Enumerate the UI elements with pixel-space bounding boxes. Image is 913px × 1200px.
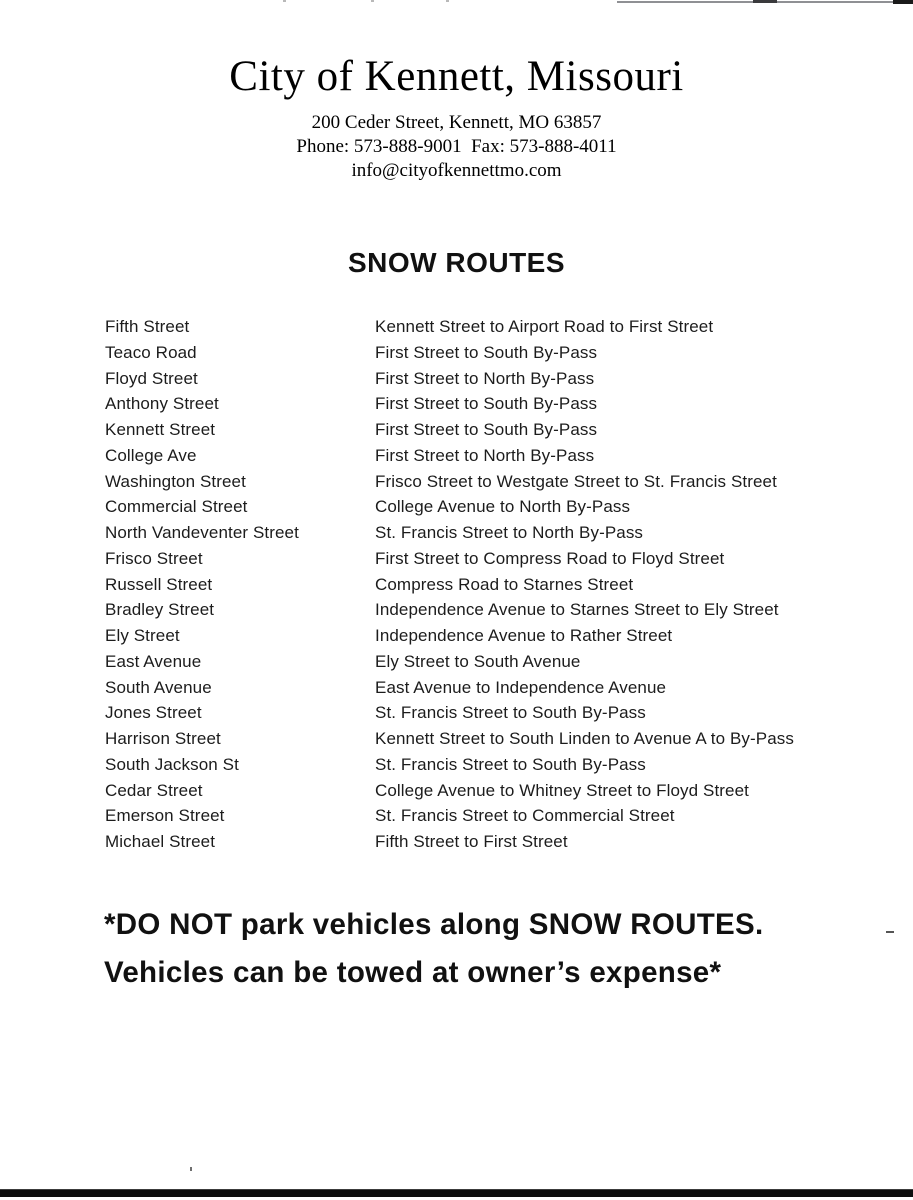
street-name: Emerson Street bbox=[105, 806, 225, 826]
route-description: Independence Avenue to Rather Street bbox=[375, 626, 673, 645]
street-name: South Jackson St bbox=[105, 754, 239, 774]
table-row bbox=[105, 469, 883, 495]
table-row bbox=[105, 417, 883, 443]
street-name: Cedar Street bbox=[105, 780, 203, 800]
table-row bbox=[105, 546, 883, 572]
route-description: St. Francis Street to Commercial Street bbox=[375, 806, 675, 826]
route-description: College Avenue to Whitney Street to Floyd Street bbox=[375, 780, 749, 800]
street-name: Michael Street bbox=[105, 832, 216, 851]
table-row bbox=[105, 752, 883, 778]
route-description: St. Francis Street to South By-Pass bbox=[375, 703, 646, 723]
scan-artifact-bottom-bar bbox=[0, 1189, 913, 1197]
route-description: First Street to North By-Pass bbox=[375, 368, 595, 388]
route-description: First Street to South By-Pass bbox=[375, 420, 598, 439]
table-row bbox=[105, 572, 883, 598]
street-name: Russell Street bbox=[105, 574, 213, 594]
route-description: St. Francis Street to South By-Pass bbox=[375, 754, 646, 774]
route-description: First Street to South By-Pass bbox=[375, 342, 598, 362]
scan-artifact-top-line bbox=[617, 1, 913, 3]
street-name: South Avenue bbox=[105, 677, 212, 697]
street-name: Commercial Street bbox=[105, 497, 248, 517]
warning-text bbox=[104, 901, 864, 997]
table-row bbox=[105, 443, 883, 469]
scan-artifact-speck bbox=[283, 0, 286, 2]
route-description: College Avenue to North By-Pass bbox=[375, 497, 631, 517]
street-name: Kennett Street bbox=[105, 420, 216, 439]
scan-artifact-speck bbox=[371, 0, 374, 2]
street-name: Ely Street bbox=[105, 626, 180, 645]
route-description: First Street to Compress Road to Floyd Street bbox=[375, 548, 725, 568]
table-row bbox=[105, 494, 883, 520]
snow-routes-table bbox=[105, 314, 883, 855]
scan-artifact-bottom-speck bbox=[190, 1167, 192, 1171]
table-row bbox=[105, 314, 883, 340]
table-row bbox=[105, 623, 883, 649]
table-row bbox=[105, 778, 883, 804]
table-row bbox=[105, 340, 883, 366]
route-description: St. Francis Street to North By-Pass bbox=[375, 523, 644, 542]
scan-artifact-top-line-spot bbox=[753, 0, 777, 3]
street-name: Harrison Street bbox=[105, 729, 221, 748]
street-name: East Avenue bbox=[105, 651, 202, 671]
street-name: Washington Street bbox=[105, 471, 246, 491]
letterhead bbox=[0, 52, 913, 183]
table-row bbox=[105, 391, 883, 417]
phone-fax-line: Phone: 573-888-9001 Fax: 573-888-4011 bbox=[296, 136, 617, 157]
street-name: Teaco Road bbox=[105, 342, 197, 362]
warning-line-2: Vehicles can be towed at owner’s expense* bbox=[104, 956, 722, 989]
table-row bbox=[105, 649, 883, 675]
table-row bbox=[105, 700, 883, 726]
table-row bbox=[105, 675, 883, 701]
route-description: First Street to North By-Pass bbox=[375, 445, 595, 465]
route-description: Compress Road to Starnes Street bbox=[375, 574, 634, 594]
route-description: Kennett Street to South Linden to Avenue A to By-Pass bbox=[375, 729, 794, 748]
scan-artifact-right-dash bbox=[886, 931, 894, 933]
route-description: Kennett Street to Airport Road to First Street bbox=[375, 317, 714, 336]
table-row bbox=[105, 726, 883, 752]
address-line: 200 Ceder Street, Kennett, MO 63857 bbox=[311, 112, 602, 133]
table-row bbox=[105, 803, 883, 829]
route-description: East Avenue to Independence Avenue bbox=[375, 677, 667, 697]
route-description: Fifth Street to First Street bbox=[375, 832, 568, 851]
section-title: SNOW ROUTES bbox=[347, 247, 566, 278]
route-description: Frisco Street to Westgate Street to St. Francis Street bbox=[375, 471, 777, 491]
street-name: Fifth Street bbox=[105, 317, 190, 336]
route-description: First Street to South By-Pass bbox=[375, 394, 598, 414]
warning-line-1: *DO NOT park vehicles along SNOW ROUTES. bbox=[104, 908, 764, 941]
table-row bbox=[105, 520, 883, 546]
table-row bbox=[105, 597, 883, 623]
scan-artifact-top-line-end bbox=[893, 0, 913, 4]
street-name: Anthony Street bbox=[105, 394, 219, 414]
page-title: City of Kennett, Missouri bbox=[229, 53, 684, 100]
route-description: Independence Avenue to Starnes Street to Ely Street bbox=[375, 600, 779, 620]
street-name: Floyd Street bbox=[105, 368, 198, 388]
street-name: North Vandeventer Street bbox=[105, 523, 299, 542]
scan-artifact-speck bbox=[446, 0, 449, 2]
table-row bbox=[105, 829, 883, 855]
route-description: Ely Street to South Avenue bbox=[375, 651, 581, 671]
street-name: College Ave bbox=[105, 445, 197, 465]
email-line: info@cityofkennettmo.com bbox=[351, 160, 562, 181]
table-row bbox=[105, 366, 883, 392]
street-name: Bradley Street bbox=[105, 600, 215, 620]
street-name: Jones Street bbox=[105, 703, 202, 723]
street-name: Frisco Street bbox=[105, 548, 203, 568]
